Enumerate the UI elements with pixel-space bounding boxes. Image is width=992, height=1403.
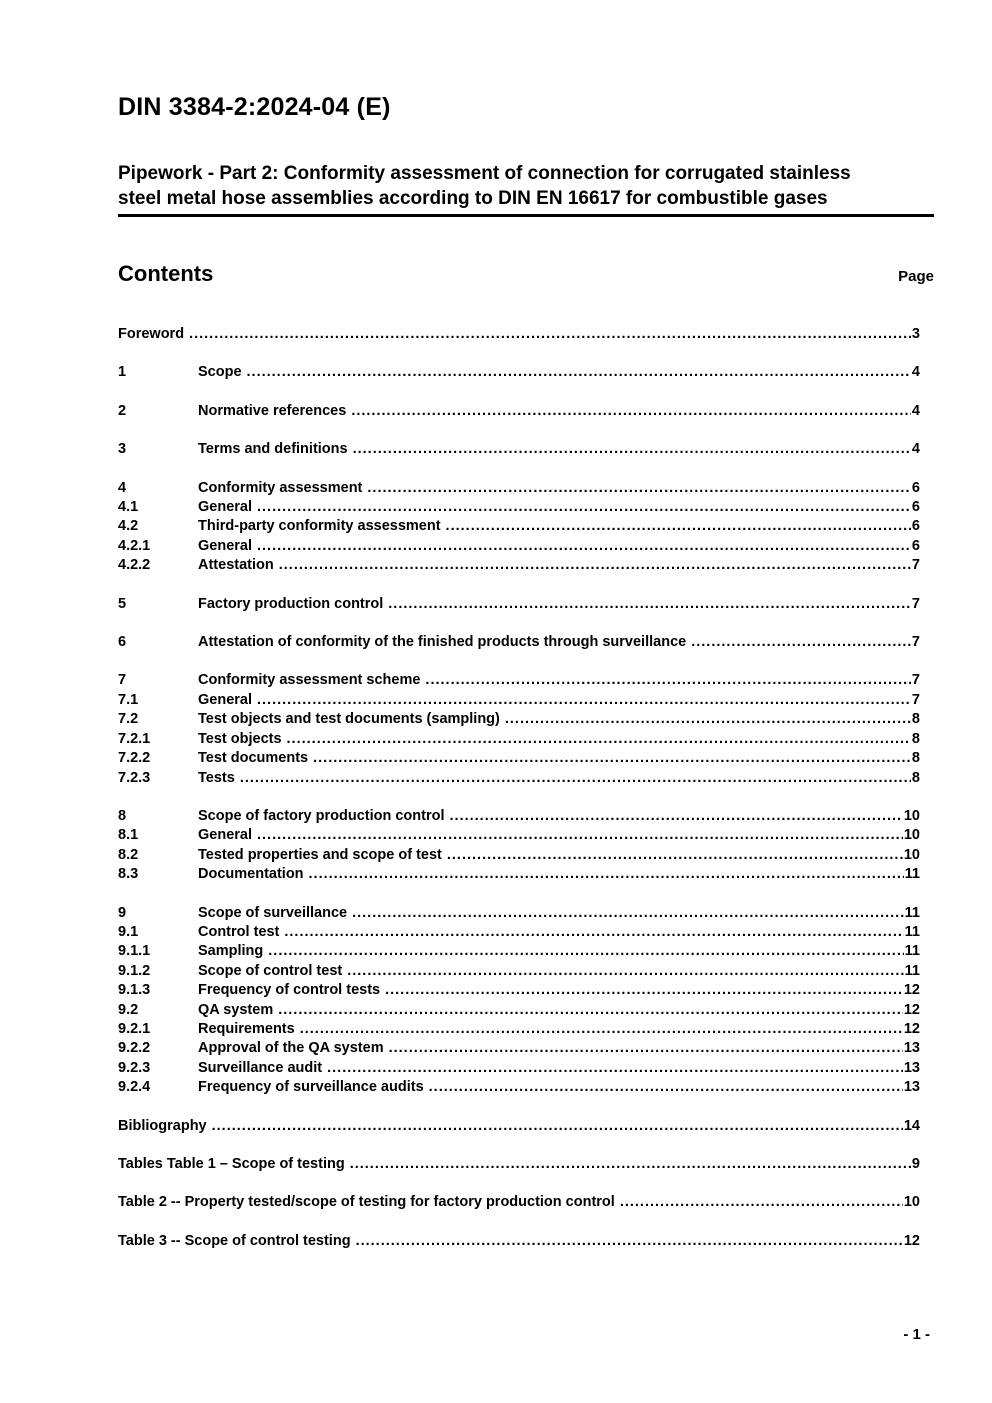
toc-entry [118,730,920,749]
toc-entry [118,942,920,961]
toc-group [118,1193,920,1212]
toc-entry-label: Documentation [198,866,304,883]
toc-leader-dots [278,1001,903,1020]
toc-entry-page: 10 [903,807,920,824]
toc-leader-dots [446,517,911,536]
toc-leader-dots [353,440,911,459]
toc-entry-number: 4 [118,479,127,496]
toc-leader-dots [212,1117,903,1136]
toc-entry-number: 7.2.2 [118,750,151,767]
toc-entry-label: Attestation [198,557,274,574]
toc-entry-label: Normative references [198,402,347,419]
toc-entry-page: 12 [903,1020,920,1037]
toc-leader-dots [620,1193,903,1212]
toc-entry-page: 4 [911,364,920,381]
toc-group [118,1232,920,1251]
toc-entry-number: 5 [118,595,127,612]
toc-entry-number: 7 [118,672,127,689]
toc-entry [118,1155,920,1174]
toc-entry-number: 8.2 [118,846,139,863]
page-column-label: Page [898,268,934,285]
toc-leader-dots [257,498,911,517]
toc-leader-dots [257,691,911,710]
toc-entry-page: 7 [911,691,920,708]
toc-entry-label: Table 2 -- Property tested/scope of testing for factory production control [118,1194,615,1211]
toc-entry-number: 9.1.2 [118,962,151,979]
toc-entry-page: 14 [903,1117,920,1134]
toc-leader-dots [327,1059,903,1078]
toc-entry-label: Terms and definitions [198,441,348,458]
toc-entry-number: 9.1.3 [118,982,151,999]
toc-entry [118,1020,920,1039]
toc-entry-number: 9.1.1 [118,943,151,960]
toc-group [118,595,920,614]
toc-entry-number: 6 [118,634,127,651]
toc-entry-label: Test documents [198,750,309,767]
document-code: DIN 3384-2:2024-04 (E) [118,93,391,121]
toc-entry-number: 9.2.3 [118,1059,151,1076]
toc-entry-number: 8 [118,807,127,824]
toc-entry [118,1001,920,1020]
toc-leader-dots [351,402,911,421]
toc-entry [118,1193,920,1212]
document-title-line-2: steel metal hose assemblies according to DIN EN 16617 for combustible gases [118,188,828,209]
toc-group [118,633,920,652]
toc-entry [118,498,920,517]
toc-entry-number: 8.3 [118,866,139,883]
toc-entry-label: Foreword [118,326,185,342]
toc-entry-label: Control test [198,923,280,940]
toc-entry-page: 11 [904,866,920,883]
toc-leader-dots [309,865,904,884]
toc-entry [118,537,920,556]
page-content [118,0,934,1251]
toc-entry-label: General [198,691,252,708]
toc-entry-label: Tables Table 1 – Scope of testing [118,1156,345,1172]
toc-entry [118,1078,920,1097]
toc-entry-number: 7.2.3 [118,769,151,786]
toc-leader-dots [691,633,911,652]
toc-entry [118,1039,920,1058]
toc-entry-number: 4.1 [118,499,139,516]
toc-entry-label: Test objects and test documents (sampling) [198,711,500,728]
document-title [118,161,934,217]
toc-group [118,671,920,787]
toc-leader-dots [279,556,911,575]
toc-group [118,325,920,344]
toc-entry-page: 11 [904,962,920,979]
toc-entry-label: Bibliography [118,1117,207,1134]
contents-heading: Contents [118,261,214,286]
toc-entry [118,807,920,826]
toc-entry-page: 13 [903,1079,920,1096]
toc-leader-dots [385,981,903,1000]
toc-entry-page: 10 [903,1194,920,1211]
toc-entry [118,517,920,536]
toc-entry-number: 1 [118,364,127,381]
toc-entry-number: 9.2.1 [118,1020,151,1037]
toc-leader-dots [352,904,904,923]
toc-leader-dots [388,595,911,614]
toc-leader-dots [284,923,903,942]
toc-entry-label: Frequency of surveillance audits [198,1079,424,1096]
toc-entry [118,846,920,865]
toc-entry-page: 11 [904,923,920,940]
toc-entry-page: 6 [911,479,920,496]
toc-entry [118,440,920,459]
toc-group [118,1117,920,1136]
toc-entry-number: 9.2 [118,1001,139,1018]
toc-entry-page: 7 [911,634,920,651]
table-of-contents [118,325,934,1251]
toc-entry-label: Test objects [198,730,282,747]
toc-entry-page: 11 [904,943,920,960]
toc-group [118,363,920,382]
toc-entry [118,923,920,942]
toc-entry-page: 6 [911,499,920,516]
contents-header [118,261,934,287]
toc-entry-page: 8 [911,711,920,728]
toc-entry-label: Scope [198,364,242,381]
toc-entry [118,363,920,382]
toc-entry-page: 10 [903,846,920,863]
toc-entry-number: 9.2.2 [118,1040,151,1057]
toc-entry-page: 7 [911,595,920,612]
toc-leader-dots [425,671,911,690]
toc-leader-dots [287,730,911,749]
toc-entry-label: General [198,537,252,554]
toc-entry [118,769,920,788]
toc-entry-page: 6 [911,518,920,535]
toc-entry [118,981,920,1000]
toc-leader-dots [257,826,903,845]
toc-entry-label: Conformity assessment [198,479,363,496]
toc-entry-label: Scope of control test [198,962,343,979]
toc-entry-number: 7.2.1 [118,730,151,747]
toc-entry-page: 9 [911,1156,920,1172]
toc-group [118,479,920,576]
toc-leader-dots [356,1232,903,1251]
toc-group [118,904,920,1098]
toc-entry-label: Table 3 -- Scope of control testing [118,1232,351,1249]
toc-leader-dots [240,769,911,788]
toc-entry [118,962,920,981]
toc-entry-label: Requirements [198,1020,295,1037]
toc-entry [118,1232,920,1251]
toc-leader-dots [247,363,911,382]
toc-entry-label: Approval of the QA system [198,1040,384,1057]
toc-entry-page: 7 [911,672,920,689]
toc-entry [118,556,920,575]
toc-entry-label: Scope of surveillance [198,904,348,921]
toc-entry [118,633,920,652]
toc-entry-label: Sampling [198,943,264,960]
toc-group [118,402,920,421]
toc-group [118,440,920,459]
toc-entry-page: 12 [903,1001,920,1018]
toc-entry-number: 9.2.4 [118,1079,151,1096]
toc-entry-page: 13 [903,1040,920,1057]
toc-entry-label: Conformity assessment scheme [198,672,421,689]
toc-entry [118,595,920,614]
toc-entry-page: 8 [911,750,920,767]
toc-entry-page: 12 [903,982,920,999]
toc-leader-dots [189,325,911,344]
toc-entry-label: Third-party conformity assessment [198,518,441,535]
toc-leader-dots [367,479,911,498]
toc-entry-page: 11 [904,904,920,921]
footer-page-number: - 1 - [903,1326,930,1343]
toc-leader-dots [450,807,903,826]
toc-leader-dots [505,710,911,729]
toc-leader-dots [268,942,903,961]
toc-entry-page: 8 [911,769,920,786]
toc-entry-number: 4.2.1 [118,537,151,554]
toc-entry-label: Surveillance audit [198,1059,323,1076]
toc-entry [118,479,920,498]
toc-leader-dots [347,962,903,981]
toc-entry [118,865,920,884]
toc-entry [118,904,920,923]
toc-entry-number: 3 [118,441,127,458]
toc-entry [118,826,920,845]
toc-entry-page: 10 [903,827,920,844]
toc-entry-label: Factory production control [198,595,384,612]
toc-entry-page: 8 [911,730,920,747]
toc-entry-number: 7.1 [118,691,139,708]
toc-entry [118,671,920,690]
toc-entry-label: Tests [198,769,235,786]
toc-leader-dots [300,1020,903,1039]
toc-leader-dots [257,537,911,556]
toc-entry-page: 6 [911,537,920,554]
toc-entry-number: 9.1 [118,923,139,940]
toc-group [118,807,920,885]
toc-entry-label: Tested properties and scope of test [198,846,442,863]
toc-entry-page: 13 [903,1059,920,1076]
toc-entry-page: 3 [911,326,920,342]
toc-entry-page: 4 [911,402,920,419]
toc-leader-dots [350,1155,911,1174]
toc-entry-page: 4 [911,441,920,458]
toc-entry-label: QA system [198,1001,274,1018]
toc-leader-dots [313,749,911,768]
toc-entry [118,749,920,768]
toc-entry-page: 7 [911,557,920,574]
toc-entry [118,1059,920,1078]
toc-entry [118,710,920,729]
toc-entry [118,691,920,710]
toc-entry-label: Attestation of conformity of the finished products through surveillance [198,634,687,651]
toc-entry [118,402,920,421]
toc-entry [118,1117,920,1136]
toc-entry-page: 12 [903,1232,920,1249]
toc-group [118,1155,920,1174]
toc-entry-number: 9 [118,904,127,921]
toc-leader-dots [429,1078,903,1097]
toc-entry-number: 4.2.2 [118,557,151,574]
toc-entry-number: 7.2 [118,711,139,728]
toc-entry-label: Frequency of control tests [198,982,381,999]
toc-entry [118,325,920,344]
toc-leader-dots [389,1039,903,1058]
toc-entry-label: General [198,827,252,844]
toc-entry-label: Scope of factory production control [198,807,445,824]
toc-entry-number: 2 [118,402,127,419]
toc-entry-label: General [198,499,252,516]
document-title-line-1: Pipework - Part 2: Conformity assessment of connection for corrugated stainless [118,163,851,184]
toc-entry-number: 8.1 [118,827,139,844]
toc-entry-number: 4.2 [118,518,139,535]
toc-leader-dots [447,846,903,865]
